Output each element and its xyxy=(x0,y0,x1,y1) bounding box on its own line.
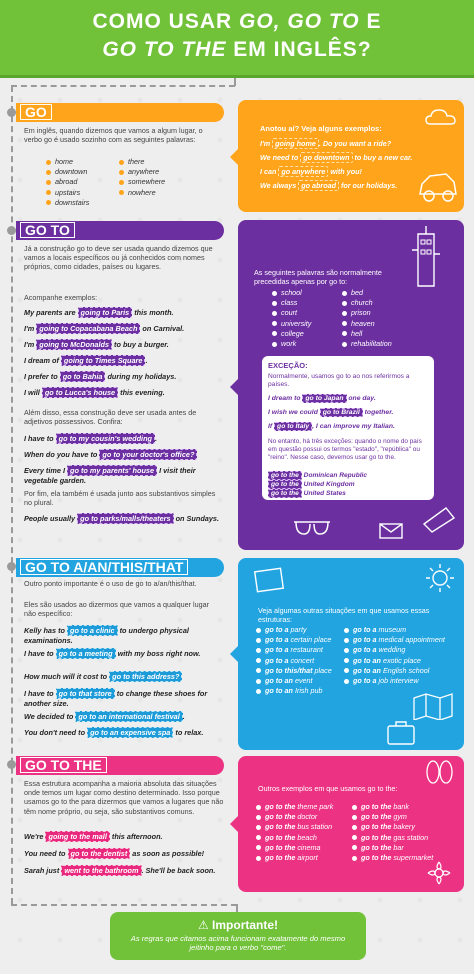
list-item: go to a restaurant xyxy=(256,645,356,655)
go-intro: Em inglês, quando dizemos que vamos a algum lugar, o verbo go é usado sozinho com as seguintes palavras: xyxy=(24,126,203,145)
car-icon xyxy=(416,166,460,206)
example: I have to go to that store to change these shoes for another size. xyxy=(24,689,208,708)
country-item: go to the United States xyxy=(268,489,346,498)
list-item: abroad xyxy=(46,177,126,187)
country-item: go to the United Kingdom xyxy=(268,480,355,489)
example: I prefer to go to Bahia during my holidays. xyxy=(24,372,177,381)
list-item: university xyxy=(272,319,342,329)
list-item: go to the cinema xyxy=(256,843,356,853)
section-tab-go-to-a: GO TO A/AN/THIS/THAT xyxy=(16,558,224,577)
example: I wish we could go to Brazil together. xyxy=(268,409,394,416)
list-item: college xyxy=(272,329,342,339)
timeline-line xyxy=(11,86,13,904)
timeline-dot xyxy=(7,226,16,235)
list-item: there xyxy=(119,157,209,167)
timeline-dot xyxy=(7,760,16,769)
card-title: Anotou aí? Veja alguns exemplos: xyxy=(260,124,382,133)
go-to-a-list-left xyxy=(256,625,356,696)
list-item: go to the beach xyxy=(256,833,356,843)
exception-intro: Normalmente, usamos go to ao nos referirmos a países. xyxy=(268,373,410,389)
envelope-icon xyxy=(378,520,404,540)
possessive-intro: Além disso, essa construção deve ser usada antes de adjetivos possessivos. Confira: xyxy=(24,408,197,427)
country-item: go to the Dominican Republic xyxy=(268,471,367,480)
example: You don't need to go to an expensive spa to relax. xyxy=(24,728,204,737)
important-box xyxy=(110,912,366,960)
list-item: go to an English school xyxy=(344,666,462,676)
example: Sarah just went to the bathroom . She'll be back soon. xyxy=(24,866,216,875)
example: We always go abroad for our holidays. xyxy=(260,181,398,190)
card-pointer xyxy=(230,815,239,833)
example: When do you have to go to your doctor's office? xyxy=(24,449,224,460)
list-item: go to a party xyxy=(256,625,356,635)
example: People usually go to parks/malls/theaters on Sundays. xyxy=(24,514,219,523)
list-item: bed xyxy=(342,288,432,298)
list-item: go to the bakery xyxy=(352,822,462,832)
examples-label: Acompanhe exemplos: xyxy=(24,293,98,302)
list-item: go to the gym xyxy=(352,812,462,822)
example: I will go to Lucca's house this evening. xyxy=(24,388,165,397)
timeline-dot xyxy=(7,108,16,117)
example: I have to go to a meeting with my boss right now. xyxy=(24,649,201,658)
picture-frame-icon xyxy=(252,566,286,596)
go-words-right xyxy=(119,157,209,198)
exception-note: No entanto, há três exceções: quando o nome do país em questão possui os termos "estado", "república" ou "reino". Nesse caso, devemos usar go to the. xyxy=(268,438,422,461)
go-to-the-card xyxy=(238,756,464,892)
suitcase-icon xyxy=(384,718,418,746)
exception-title: EXCEÇÃO: xyxy=(268,361,308,370)
list-item: home xyxy=(46,157,126,167)
example: We decided to go to an international festival . xyxy=(24,712,185,721)
list-item: go to an exotic place xyxy=(344,656,462,666)
go-to-intro: Já a construção go to deve ser usada quando dizemos que vamos a locais específicos ou já conhecidos com nomes próprios, como cidades, países ou lugares. xyxy=(24,244,213,272)
flower-icon xyxy=(424,860,454,886)
section-tab-go-to-the: GO TO THE xyxy=(16,756,224,775)
card-intro: Veja algumas outras situações em que usamos essas estruturas: xyxy=(258,606,430,624)
example: I have to go to my cousin's wedding . xyxy=(24,434,158,443)
exception-box xyxy=(262,356,434,500)
go-to-card xyxy=(238,220,464,550)
card-intro: Outros exemplos em que usamos go to the: xyxy=(258,784,398,793)
sunglasses-icon xyxy=(292,516,332,538)
list-item: downstairs xyxy=(46,198,126,208)
card-intro: As seguintes palavras são normalmente precedidas apenas por go to: xyxy=(254,268,382,286)
go-to-a-intro: Outro ponto importante é o uso de go to a/an/this/that. xyxy=(24,579,197,588)
list-item: upstairs xyxy=(46,188,126,198)
example: I'm going to Copacabana Beach on Carnival. xyxy=(24,324,185,333)
cloud-icon xyxy=(424,106,458,128)
list-item: hell xyxy=(342,329,432,339)
list-item: school xyxy=(272,288,342,298)
example: You need to go to the dentist as soon as possible! xyxy=(24,849,205,858)
sun-icon xyxy=(424,562,456,594)
example: I'm going home . Do you want a ride? xyxy=(260,139,392,148)
go-to-the-list-right xyxy=(352,802,462,863)
example: We need to go downtown to buy a new car. xyxy=(260,153,413,162)
timeline-dot xyxy=(7,562,16,571)
list-item: go to the doctor xyxy=(256,812,356,822)
list-item: go to a medical appointment xyxy=(344,635,462,645)
card-pointer xyxy=(230,378,239,396)
list-item: go to a museum xyxy=(344,625,462,635)
list-item: rehabilitation xyxy=(342,339,432,349)
important-title: ⚠ Importante! xyxy=(197,918,279,932)
list-item: prison xyxy=(342,308,432,318)
connector xyxy=(234,78,236,86)
example: How much will it cost to go to this address? xyxy=(24,671,220,682)
list-item: go to a job interview xyxy=(344,676,462,686)
section-tab-go-to: GO TO xyxy=(16,221,224,240)
example: We're going to the mall this afternoon. xyxy=(24,832,163,841)
example: I dream to go to Japan one day. xyxy=(268,395,376,402)
connector xyxy=(11,904,237,906)
card-pointer xyxy=(230,148,239,166)
list-item: go to an event xyxy=(256,676,356,686)
list-item: church xyxy=(342,298,432,308)
go-to-a-card xyxy=(238,558,464,750)
list-item: go to the airport xyxy=(256,853,356,863)
card-pointer xyxy=(230,645,239,663)
go-to-the-intro: Essa estrutura acompanha a maioria absoluta das situações onde temos um lugar como destino determinado. Isso porque usamos go to the para dizermos que vamos a lugares que não têm nome próprio, ou seja, são substantivos comuns. xyxy=(24,779,224,816)
connector xyxy=(236,904,238,912)
example: I'm going to McDonalds to buy a burger. xyxy=(24,340,169,349)
list-item: somewhere xyxy=(119,177,209,187)
list-item: class xyxy=(272,298,342,308)
list-item: go to a wedding xyxy=(344,645,462,655)
title-line-1: COMO USAR GO, GO TO E xyxy=(92,10,382,33)
example: My parents are going to Paris this month. xyxy=(24,308,174,317)
connector xyxy=(11,85,235,87)
title-line-2: GO TO THE EM INGLÊS? xyxy=(102,38,372,61)
list-item: go to the bar xyxy=(352,843,462,853)
list-item: go to the gas station xyxy=(352,833,462,843)
list-item: downtown xyxy=(46,167,126,177)
list-item: go to an Irish pub xyxy=(256,686,356,696)
go-to-the-list-left xyxy=(256,802,356,863)
example: Every time I go to my parents' house I visit their vegetable garden. xyxy=(24,466,196,485)
go-to-words-right xyxy=(342,288,432,349)
go-to-words-left xyxy=(272,288,342,349)
list-item: anywhere xyxy=(119,167,209,177)
list-item: heaven xyxy=(342,319,432,329)
list-item: go to a certain place xyxy=(256,635,356,645)
section-tab-go: GO xyxy=(16,103,224,122)
ticket-icon xyxy=(420,504,458,534)
list-item: go to this/that place xyxy=(256,666,356,676)
go-to-a-list-right xyxy=(344,625,462,686)
list-item: work xyxy=(272,339,342,349)
list-item: court xyxy=(272,308,342,318)
go-to-a-intro2: Eles são usados ao dizermos que vamos a qualquer lugar não específico: xyxy=(24,600,209,619)
example: If go to Italy , I can improve my Italian. xyxy=(268,423,395,430)
go-examples-card xyxy=(238,100,464,212)
list-item: go to the supermarket xyxy=(352,853,462,863)
plural-intro: Por fim, ela também é usada junto aos substantivos simples no plural. xyxy=(24,489,216,508)
example: I can go anywhere with you! xyxy=(260,167,362,176)
list-item: go to the bank xyxy=(352,802,462,812)
map-icon xyxy=(412,690,454,720)
list-item: go to the bus station xyxy=(256,822,356,832)
list-item: go to the theme park xyxy=(256,802,356,812)
go-words-left xyxy=(46,157,126,208)
page-header xyxy=(0,0,474,78)
example: Kelly has to go to a clinic to undergo physical examinations. xyxy=(24,626,189,645)
warning-icon: ⚠ xyxy=(197,918,209,932)
list-item: go to a concert xyxy=(256,656,356,666)
example: I dream of going to Times Square . xyxy=(24,356,148,365)
list-item: nowhere xyxy=(119,188,209,198)
slippers-icon xyxy=(422,758,456,786)
important-body: As regras que citamos acima funcionam exatamente do mesmo jeitinho para o verbo "come". xyxy=(130,934,346,952)
